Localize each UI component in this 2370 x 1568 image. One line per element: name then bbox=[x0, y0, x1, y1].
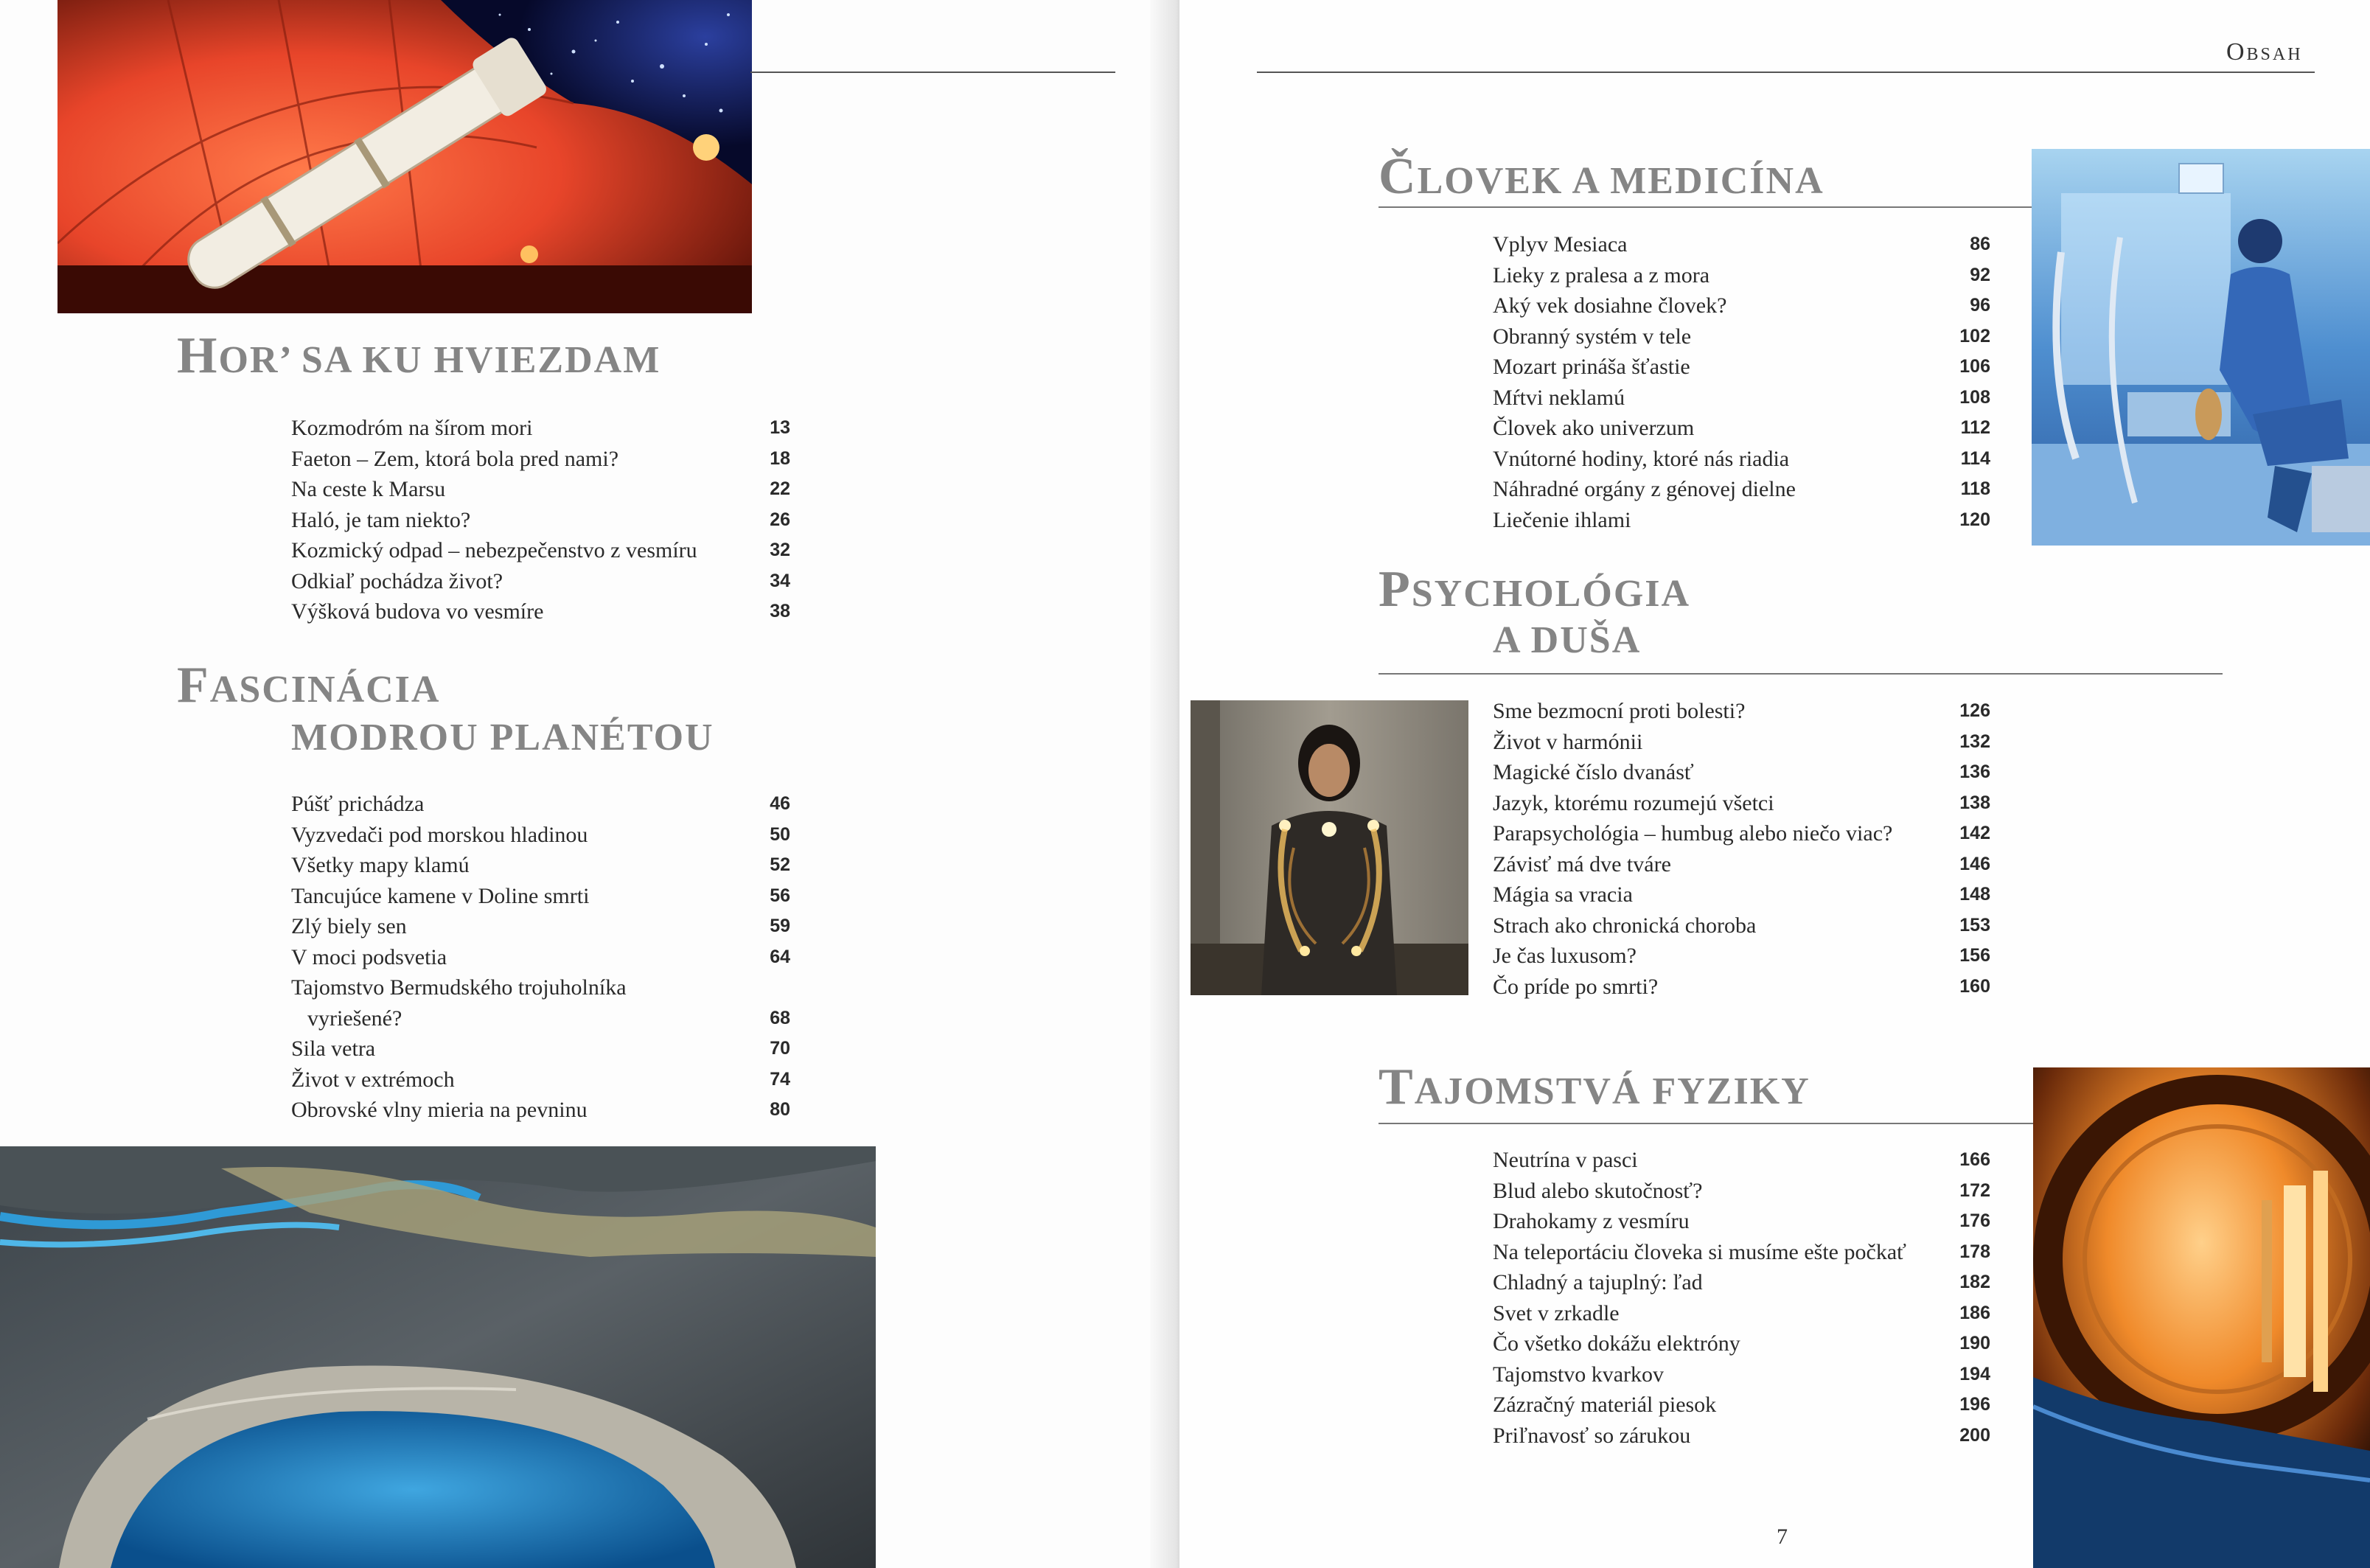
toc-entry-title: Tancujúce kamene v Doline smrti bbox=[291, 883, 590, 908]
toc-entry-title: Priľnavosť so zárukou bbox=[1493, 1423, 1691, 1448]
right-page bbox=[1179, 0, 2370, 1568]
toc-entry-page: 160 bbox=[1959, 975, 1990, 997]
toc-entry[interactable] bbox=[291, 413, 790, 444]
toc-entry[interactable] bbox=[1493, 818, 1990, 849]
toc-entry-title: Obranný systém v tele bbox=[1493, 324, 1692, 349]
toc-entry-page: 142 bbox=[1959, 823, 1990, 843]
toc-entry[interactable] bbox=[291, 911, 790, 942]
toc-entry[interactable] bbox=[291, 942, 790, 973]
toc-entry-page: 46 bbox=[770, 793, 790, 814]
toc-entry-page: 196 bbox=[1959, 1394, 1990, 1415]
toc-entry-title: Čo všetko dokážu elektróny bbox=[1493, 1331, 1740, 1356]
toc-entry-title: Chladný a tajuplný: ľad bbox=[1493, 1270, 1703, 1295]
toc-entry-title: Sme bezmocní proti bolesti? bbox=[1493, 699, 1746, 723]
toc-entry-title: Na teleportáciu človeka si musíme ešte počkať bbox=[1493, 1239, 1906, 1264]
toc-list-medicina bbox=[1493, 229, 1990, 535]
toc-entry-page: 178 bbox=[1959, 1241, 1990, 1262]
toc-entry-title: Haló, je tam niekto? bbox=[291, 507, 471, 532]
toc-entry-page: 190 bbox=[1959, 1333, 1990, 1353]
toc-entry[interactable] bbox=[291, 1095, 790, 1126]
toc-entry-title: Kozmický odpad – nebezpečenstvo z vesmíru bbox=[291, 538, 697, 562]
toc-entry[interactable] bbox=[291, 566, 790, 597]
toc-entry-page: 34 bbox=[770, 570, 790, 591]
toc-entry[interactable] bbox=[1493, 1206, 1990, 1237]
woman-illustration bbox=[1191, 700, 1468, 995]
toc-entry[interactable] bbox=[1493, 910, 1990, 941]
aerial-landscape-illustration bbox=[0, 1146, 876, 1568]
toc-entry[interactable] bbox=[1493, 413, 1990, 444]
toc-entry-page: 80 bbox=[770, 1099, 790, 1120]
toc-entry-title: Na ceste k Marsu bbox=[291, 477, 446, 501]
toc-entry-page: 92 bbox=[1970, 264, 1990, 285]
toc-entry-page: 118 bbox=[1960, 478, 1990, 499]
toc-entry[interactable] bbox=[291, 596, 790, 627]
toc-entry[interactable] bbox=[1493, 1359, 1990, 1390]
toc-entry-title: Parapsychológia – humbug alebo niečo viac? bbox=[1493, 821, 1893, 846]
toc-entry[interactable] bbox=[291, 850, 790, 881]
section-title-medicina: ČLOVEK A MEDICÍNA bbox=[1379, 148, 1824, 205]
header-label: Obsah bbox=[2226, 38, 2303, 66]
toc-entry-title: Neutrína v pasci bbox=[1493, 1148, 1638, 1172]
surgery-illustration bbox=[2032, 149, 2370, 546]
toc-entry-page: 22 bbox=[770, 478, 790, 499]
section-title-psychologia-line2: A DUŠA bbox=[1493, 619, 1642, 661]
toc-entry-title: Náhradné orgány z génovej dielne bbox=[1493, 477, 1796, 501]
toc-entry[interactable] bbox=[1493, 727, 1990, 758]
toc-entry-title: Blud alebo skutočnosť? bbox=[1493, 1178, 1703, 1203]
toc-entry[interactable] bbox=[1493, 290, 1990, 321]
toc-entry-title: Kozmodróm na šírom mori bbox=[291, 416, 533, 440]
left-header-rule bbox=[750, 72, 1115, 73]
section-title-fascinacia-line2: MODROU PLANÉTOU bbox=[291, 717, 714, 759]
toc-entry-page: 112 bbox=[1960, 417, 1990, 438]
toc-entry-page: 182 bbox=[1959, 1272, 1990, 1292]
toc-entry-title: Život v extrémoch bbox=[291, 1067, 455, 1092]
toc-entry-page: 38 bbox=[770, 601, 790, 621]
toc-entry[interactable] bbox=[1493, 260, 1990, 291]
toc-entry-title: Faeton – Zem, ktorá bola pred nami? bbox=[291, 446, 619, 471]
toc-entry-page: 106 bbox=[1959, 356, 1990, 377]
toc-entry-title: Závisť má dve tváre bbox=[1493, 851, 1671, 877]
toc-entry-title: Vyzvedači pod morskou hladinou bbox=[291, 822, 588, 847]
physics-lab-illustration bbox=[2033, 1067, 2370, 1568]
section-title-psychologia: PSYCHOLÓGIA bbox=[1379, 561, 1691, 618]
toc-entry-page: 114 bbox=[1960, 447, 1990, 469]
toc-entry-page: 32 bbox=[770, 540, 790, 560]
toc-entry[interactable] bbox=[1493, 1176, 1990, 1207]
toc-entry[interactable] bbox=[1493, 321, 1990, 352]
woman-photo bbox=[1191, 700, 1468, 995]
page-number: 7 bbox=[1777, 1525, 1788, 1549]
aerial-landscape-photo bbox=[0, 1146, 876, 1568]
toc-entry[interactable] bbox=[291, 474, 790, 505]
toc-entry-page: 56 bbox=[770, 885, 790, 906]
toc-entry-title: Je čas luxusom? bbox=[1493, 944, 1637, 968]
toc-entry-page: 68 bbox=[770, 1007, 790, 1028]
toc-entry-title: Vplyv Mesiaca bbox=[1493, 232, 1628, 257]
toc-entry-title: Jazyk, ktorému rozumejú všetci bbox=[1493, 790, 1774, 815]
toc-entry[interactable] bbox=[291, 789, 790, 820]
toc-entry-page: 13 bbox=[770, 417, 790, 438]
toc-entry[interactable] bbox=[1493, 1145, 1990, 1176]
toc-entry-title: Výšková budova vo vesmíre bbox=[291, 599, 544, 624]
toc-entry-title: Odkiaľ pochádza život? bbox=[291, 568, 503, 593]
toc-entry-title: Púšť prichádza bbox=[291, 792, 425, 816]
toc-entry-title-continued: vyriešené? bbox=[307, 1006, 402, 1031]
toc-entry-title: Tajomstvo kvarkov bbox=[1493, 1362, 1665, 1387]
toc-entry-title: V moci podsvetia bbox=[291, 944, 447, 969]
toc-entry-wrapped[interactable] bbox=[291, 972, 790, 1034]
toc-list-fyzika bbox=[1493, 1145, 1990, 1451]
toc-entry-title: Vnútorné hodiny, ktoré nás riadia bbox=[1493, 446, 1790, 471]
toc-entry[interactable] bbox=[1493, 1421, 1990, 1452]
toc-entry-page: 120 bbox=[1959, 509, 1990, 530]
toc-entry[interactable] bbox=[291, 1034, 790, 1065]
toc-entry[interactable] bbox=[1493, 444, 1990, 475]
toc-entry[interactable] bbox=[291, 505, 790, 536]
surgery-photo bbox=[2032, 149, 2370, 546]
toc-entry[interactable] bbox=[1493, 505, 1990, 536]
toc-entry-title: Život v harmónii bbox=[1493, 729, 1643, 754]
section-title-fascinacia: FASCINÁCIA bbox=[177, 657, 441, 714]
toc-entry-page: 59 bbox=[770, 916, 790, 936]
toc-entry-title: Liečenie ihlami bbox=[1493, 507, 1631, 532]
toc-entry-title: Všetky mapy klamú bbox=[291, 853, 470, 877]
observatory-photo bbox=[57, 0, 752, 313]
right-header-rule bbox=[1257, 72, 2315, 73]
toc-entry[interactable] bbox=[291, 881, 790, 912]
toc-entry[interactable] bbox=[1493, 474, 1990, 505]
toc-entry[interactable] bbox=[1493, 757, 1990, 788]
toc-entry-title: Svet v zrkadle bbox=[1493, 1300, 1620, 1325]
toc-entry-page: 108 bbox=[1959, 386, 1990, 408]
toc-entry-page: 50 bbox=[770, 823, 790, 845]
toc-entry-title: Aký vek dosiahne človek? bbox=[1493, 293, 1727, 318]
toc-entry-title: Zlý biely sen bbox=[291, 914, 407, 938]
toc-entry-page: 126 bbox=[1959, 700, 1990, 721]
toc-entry-title: Mozart prináša šťastie bbox=[1493, 355, 1690, 379]
toc-entry[interactable] bbox=[1493, 229, 1990, 260]
toc-entry-page: 86 bbox=[1970, 234, 1990, 254]
toc-entry-page: 172 bbox=[1959, 1180, 1990, 1201]
toc-entry-page: 194 bbox=[1959, 1363, 1990, 1384]
toc-entry-page: 200 bbox=[1959, 1424, 1990, 1446]
toc-entry[interactable] bbox=[1493, 383, 1990, 414]
toc-entry-page: 166 bbox=[1959, 1149, 1990, 1170]
toc-entry-page: 186 bbox=[1959, 1302, 1990, 1323]
toc-entry[interactable] bbox=[1493, 1390, 1990, 1421]
toc-entry-page: 52 bbox=[770, 854, 790, 875]
toc-list-hviezdam bbox=[291, 413, 790, 627]
toc-entry[interactable] bbox=[1493, 1298, 1990, 1329]
toc-entry-page: 64 bbox=[770, 946, 790, 967]
toc-entry[interactable] bbox=[291, 1065, 790, 1095]
toc-entry[interactable] bbox=[1493, 352, 1990, 383]
toc-entry[interactable] bbox=[1493, 1328, 1990, 1359]
toc-entry-title: Zázračný materiál piesok bbox=[1493, 1393, 1717, 1417]
toc-entry-title: Lieky z pralesa a z mora bbox=[1493, 262, 1710, 288]
toc-entry-page: 176 bbox=[1959, 1210, 1990, 1231]
toc-entry-title: Magické číslo dvanásť bbox=[1493, 760, 1694, 784]
toc-entry-page: 26 bbox=[770, 509, 790, 530]
toc-entry-page: 74 bbox=[770, 1068, 790, 1090]
toc-entry-title: Obrovské vlny mieria na pevninu bbox=[291, 1098, 588, 1122]
toc-entry[interactable] bbox=[1493, 1267, 1990, 1298]
toc-entry-title: Sila vetra bbox=[291, 1036, 376, 1061]
left-page bbox=[0, 0, 1179, 1568]
toc-entry-page: 138 bbox=[1959, 792, 1990, 813]
toc-entry-page: 156 bbox=[1959, 945, 1990, 966]
toc-entry-page: 18 bbox=[770, 447, 790, 469]
toc-entry[interactable] bbox=[291, 820, 790, 851]
toc-entry-page: 148 bbox=[1959, 884, 1990, 905]
observatory-illustration bbox=[57, 0, 752, 313]
toc-entry[interactable] bbox=[1493, 972, 1990, 1003]
toc-entry[interactable] bbox=[291, 535, 790, 566]
toc-entry[interactable] bbox=[1493, 788, 1990, 819]
section-title-hviezdam: HOR’ SA KU HVIEZDAM bbox=[177, 327, 661, 384]
toc-list-fascinacia bbox=[291, 789, 790, 1126]
toc-entry-page: 132 bbox=[1959, 731, 1990, 752]
toc-entry[interactable] bbox=[1493, 941, 1990, 972]
toc-entry-title: Mŕtvi neklamú bbox=[1493, 385, 1625, 410]
toc-entry-title: Drahokamy z vesmíru bbox=[1493, 1209, 1690, 1233]
section-title-fyzika: TAJOMSTVÁ FYZIKY bbox=[1379, 1059, 1810, 1115]
toc-entry-title: Tajomstvo Bermudského trojuholníka bbox=[291, 975, 627, 1000]
section-rule-psychologia bbox=[1379, 673, 2223, 675]
toc-entry-page: 146 bbox=[1959, 853, 1990, 874]
toc-entry-title: Mágia sa vracia bbox=[1493, 882, 1633, 907]
toc-entry[interactable] bbox=[1493, 879, 1990, 910]
toc-entry[interactable] bbox=[1493, 849, 1990, 880]
toc-entry[interactable] bbox=[1493, 1237, 1990, 1268]
toc-entry-page: 70 bbox=[770, 1038, 790, 1059]
physics-lab-photo bbox=[2033, 1067, 2370, 1568]
toc-entry-page: 136 bbox=[1959, 762, 1990, 782]
toc-list-psychologia bbox=[1493, 696, 1990, 1002]
toc-entry-title: Čo príde po smrti? bbox=[1493, 974, 1659, 999]
toc-entry-title: Strach ako chronická choroba bbox=[1493, 913, 1757, 938]
toc-entry-page: 153 bbox=[1959, 914, 1990, 935]
toc-entry-page: 96 bbox=[1970, 295, 1990, 316]
toc-entry-title: Človek ako univerzum bbox=[1493, 416, 1695, 440]
toc-entry-page: 102 bbox=[1959, 325, 1990, 346]
toc-entry[interactable] bbox=[1493, 696, 1990, 727]
toc-entry[interactable] bbox=[291, 444, 790, 475]
